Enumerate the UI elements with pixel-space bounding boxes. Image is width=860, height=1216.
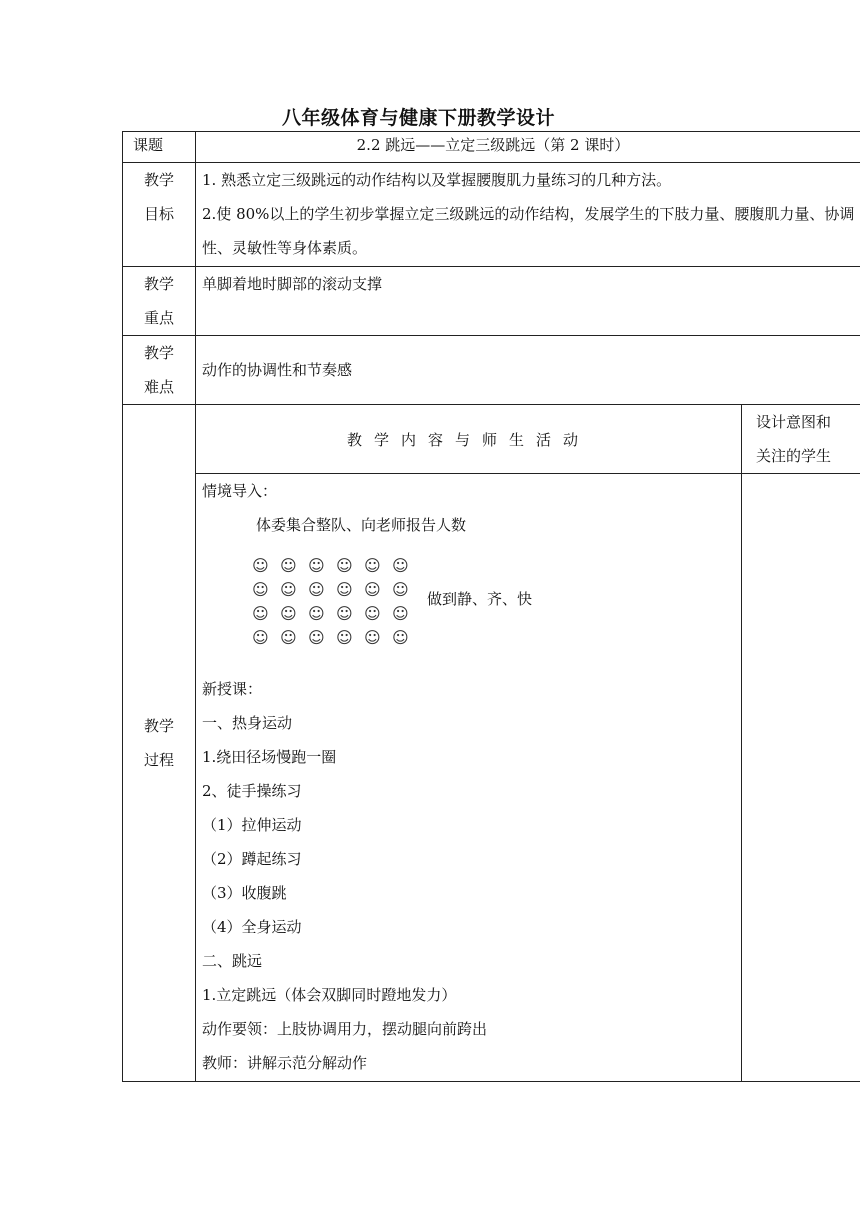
process-line: 动作要领：上肢协调用力，摆动腿向前跨出 xyxy=(202,1020,488,1038)
smiley-face-icon: ☺ xyxy=(308,580,325,599)
process-intent-header-line-2: 关注的学生 xyxy=(756,447,832,465)
objectives-content-cell xyxy=(196,163,860,267)
smiley-face-icon: ☺ xyxy=(364,628,381,647)
difficulties-content-cell xyxy=(196,336,860,405)
lesson-plan-table xyxy=(122,131,860,1082)
smiley-face-icon: ☺ xyxy=(392,556,409,575)
process-content-row xyxy=(123,474,860,1082)
intro-text: 体委集合整队、向老师报告人数 xyxy=(256,516,467,534)
topic-label-cell xyxy=(123,132,196,163)
process-header-row xyxy=(123,405,860,474)
smiley-face-icon: ☺ xyxy=(336,628,353,647)
smiley-face-icon: ☺ xyxy=(252,604,269,623)
objectives-label-line-1: 教学 xyxy=(143,171,174,189)
process-label-line-2: 过程 xyxy=(143,751,174,769)
process-line: 二、跳远 xyxy=(202,952,263,970)
smiley-face-icon: ☺ xyxy=(280,580,297,599)
smiley-face-icon: ☺ xyxy=(336,556,353,575)
process-line: （1）拉伸运动 xyxy=(202,816,302,834)
key-points-row xyxy=(123,267,860,336)
smiley-face-icon: ☺ xyxy=(336,580,353,599)
smiley-face-icon: ☺ xyxy=(336,604,353,623)
process-line: 教师：讲解示范分解动作 xyxy=(202,1054,368,1072)
objectives-label-cell xyxy=(123,163,196,267)
smiley-face-icon: ☺ xyxy=(392,628,409,647)
topic-row xyxy=(123,132,860,163)
formation-note: 做到静、齐、快 xyxy=(427,590,533,608)
topic-value-cell xyxy=(196,132,860,163)
difficulties-label-cell xyxy=(123,336,196,405)
smiley-face-icon: ☺ xyxy=(364,604,381,623)
difficulties-label-line-1: 教学 xyxy=(143,344,174,362)
objective-item-2: 2.使 80%以上的学生初步掌握立定三级跳远的动作结构，发展学生的下肢力量、腰腹肌力量、协调性、灵敏性等身体素质。 xyxy=(202,205,855,257)
key-points-label-cell xyxy=(123,267,196,336)
process-line: 新授课： xyxy=(202,680,263,698)
smiley-face-icon: ☺ xyxy=(280,556,297,575)
smiley-face-icon: ☺ xyxy=(252,556,269,575)
smiley-face-icon: ☺ xyxy=(392,604,409,623)
process-line: 1.绕田径场慢跑一圈 xyxy=(202,748,337,766)
process-line: （4）全身运动 xyxy=(202,918,302,936)
process-intent-cell xyxy=(742,474,860,1082)
topic-label: 课题 xyxy=(133,136,164,154)
topic-value: 2.2 跳远——立定三级跳远（第 2 课时） xyxy=(356,136,630,154)
process-line: 1.立定跳远（体会双脚同时蹬地发力） xyxy=(202,986,457,1004)
process-label-cell xyxy=(123,405,196,1082)
process-lines xyxy=(202,672,737,1080)
difficulties-label-line-2: 难点 xyxy=(143,378,174,396)
smiley-face-icon: ☺ xyxy=(308,556,325,575)
difficulties-row xyxy=(123,336,860,405)
process-intent-header-cell xyxy=(742,405,860,474)
smiley-face-icon: ☺ xyxy=(252,580,269,599)
smiley-face-icon: ☺ xyxy=(364,556,381,575)
process-label-line-1: 教学 xyxy=(143,717,174,735)
objectives-label-line-2: 目标 xyxy=(143,205,174,223)
formation-diagram xyxy=(202,544,737,672)
smiley-face-icon: ☺ xyxy=(308,604,325,623)
smiley-face-icon: ☺ xyxy=(364,580,381,599)
key-points-label-line-2: 重点 xyxy=(143,309,174,327)
process-content-header-cell xyxy=(196,405,742,474)
process-line: 一、热身运动 xyxy=(202,714,293,732)
key-points-content-cell xyxy=(196,267,860,336)
process-line: （2）蹲起练习 xyxy=(202,850,302,868)
formation-grid xyxy=(252,558,420,646)
key-points-label-line-1: 教学 xyxy=(143,275,174,293)
document-title: 八年级体育与健康下册教学设计 xyxy=(282,107,556,129)
process-intent-header-line-1: 设计意图和 xyxy=(756,413,832,431)
smiley-face-icon: ☺ xyxy=(392,580,409,599)
smiley-face-icon: ☺ xyxy=(308,628,325,647)
smiley-face-icon: ☺ xyxy=(252,628,269,647)
process-line: 2、徒手操练习 xyxy=(202,782,302,800)
smiley-face-icon: ☺ xyxy=(280,604,297,623)
objective-item-1: 1. 熟悉立定三级跳远的动作结构以及掌握腰腹肌力量练习的几种方法。 xyxy=(202,171,672,189)
process-line: （3）收腹跳 xyxy=(202,884,287,902)
objectives-row xyxy=(123,163,860,267)
key-points-value: 单脚着地时脚部的滚动支撑 xyxy=(202,275,383,293)
intro-heading: 情境导入： xyxy=(202,482,278,500)
process-content-cell xyxy=(196,474,742,1082)
smiley-face-icon: ☺ xyxy=(280,628,297,647)
difficulties-value: 动作的协调性和节奏感 xyxy=(202,361,353,379)
process-content-header: 教学内容与师生活动 xyxy=(346,430,590,449)
